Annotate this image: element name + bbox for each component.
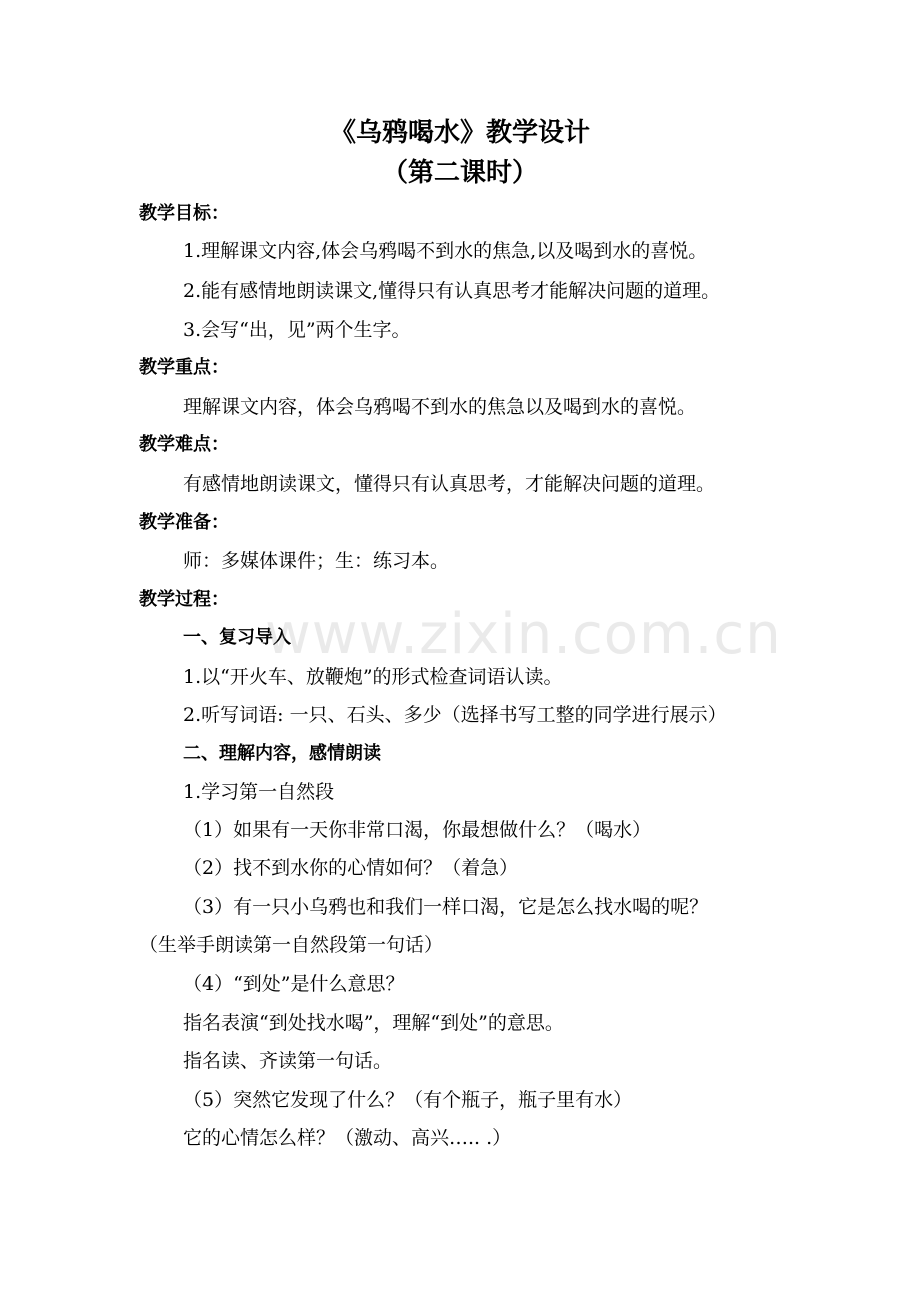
goal-item-3: 3.会写“出，见”两个生字。 [183,319,411,341]
difficulties-text: 有感情地朗读课文，懂得只有认真思考，才能解决问题的道理。 [183,473,716,495]
part2-question-3: （3）有一只小乌鸦也和我们一样口渴，它是怎么找水喝的呢？ [183,896,709,918]
part2-question-1: （1）如果有一天你非常口渴，你最想做什么？（喝水） [183,819,652,841]
part2-question-4: （4）“到处”是什么意思？ [183,973,405,995]
part1-item-2: 2.听写词语: 一只、石头、多少（选择书写工整的同学进行展示） [183,704,727,726]
goal-item-2: 2.能有感情地朗读课文,懂得只有认真思考才能解决问题的道理。 [183,280,721,302]
part1-title: 一、复习导入 [183,627,291,648]
document-title: 《乌鸦喝水》教学设计 [329,118,590,148]
part2-question-3-continued: （生举手朗读第一自然段第一句话） [139,934,444,956]
part2-step-1: 1.学习第一自然段 [183,781,335,803]
preparation-heading: 教学准备： [139,512,229,533]
preparation-text: 师：多媒体课件；生：练习本。 [183,550,450,572]
process-heading: 教学过程： [139,589,229,610]
goals-heading: 教学目标： [139,203,229,224]
document-subtitle: （第二课时） [381,158,538,188]
part2-question-2: （2）找不到水你的心情如何？（着急） [183,857,519,879]
part2-question-4-reading: 指名读、齐读第一句话。 [183,1050,393,1072]
part2-question-5-followup: 它的心情怎么样？（激动、高兴….. .） [183,1127,512,1149]
difficulties-heading: 教学难点： [139,434,229,455]
part2-question-5: （5）突然它发现了什么？（有个瓶子，瓶子里有水） [183,1089,633,1111]
key-points-heading: 教学重点： [139,357,229,378]
part1-item-1: 1.以“开火车、放鞭炮”的形式检查词语认读。 [183,666,563,688]
watermark: www.zixin.com.cn [265,602,782,667]
key-points-text: 理解课文内容，体会乌鸦喝不到水的焦急以及喝到水的喜悦。 [183,396,697,418]
goal-item-1: 1.理解课文内容,体会乌鸦喝不到水的焦急,以及喝到水的喜悦。 [183,240,708,262]
part2-question-4-activity: 指名表演“到处找水喝”，理解“到处”的意思。 [183,1012,564,1034]
part2-title: 二、理解内容，感情朗读 [183,743,381,764]
